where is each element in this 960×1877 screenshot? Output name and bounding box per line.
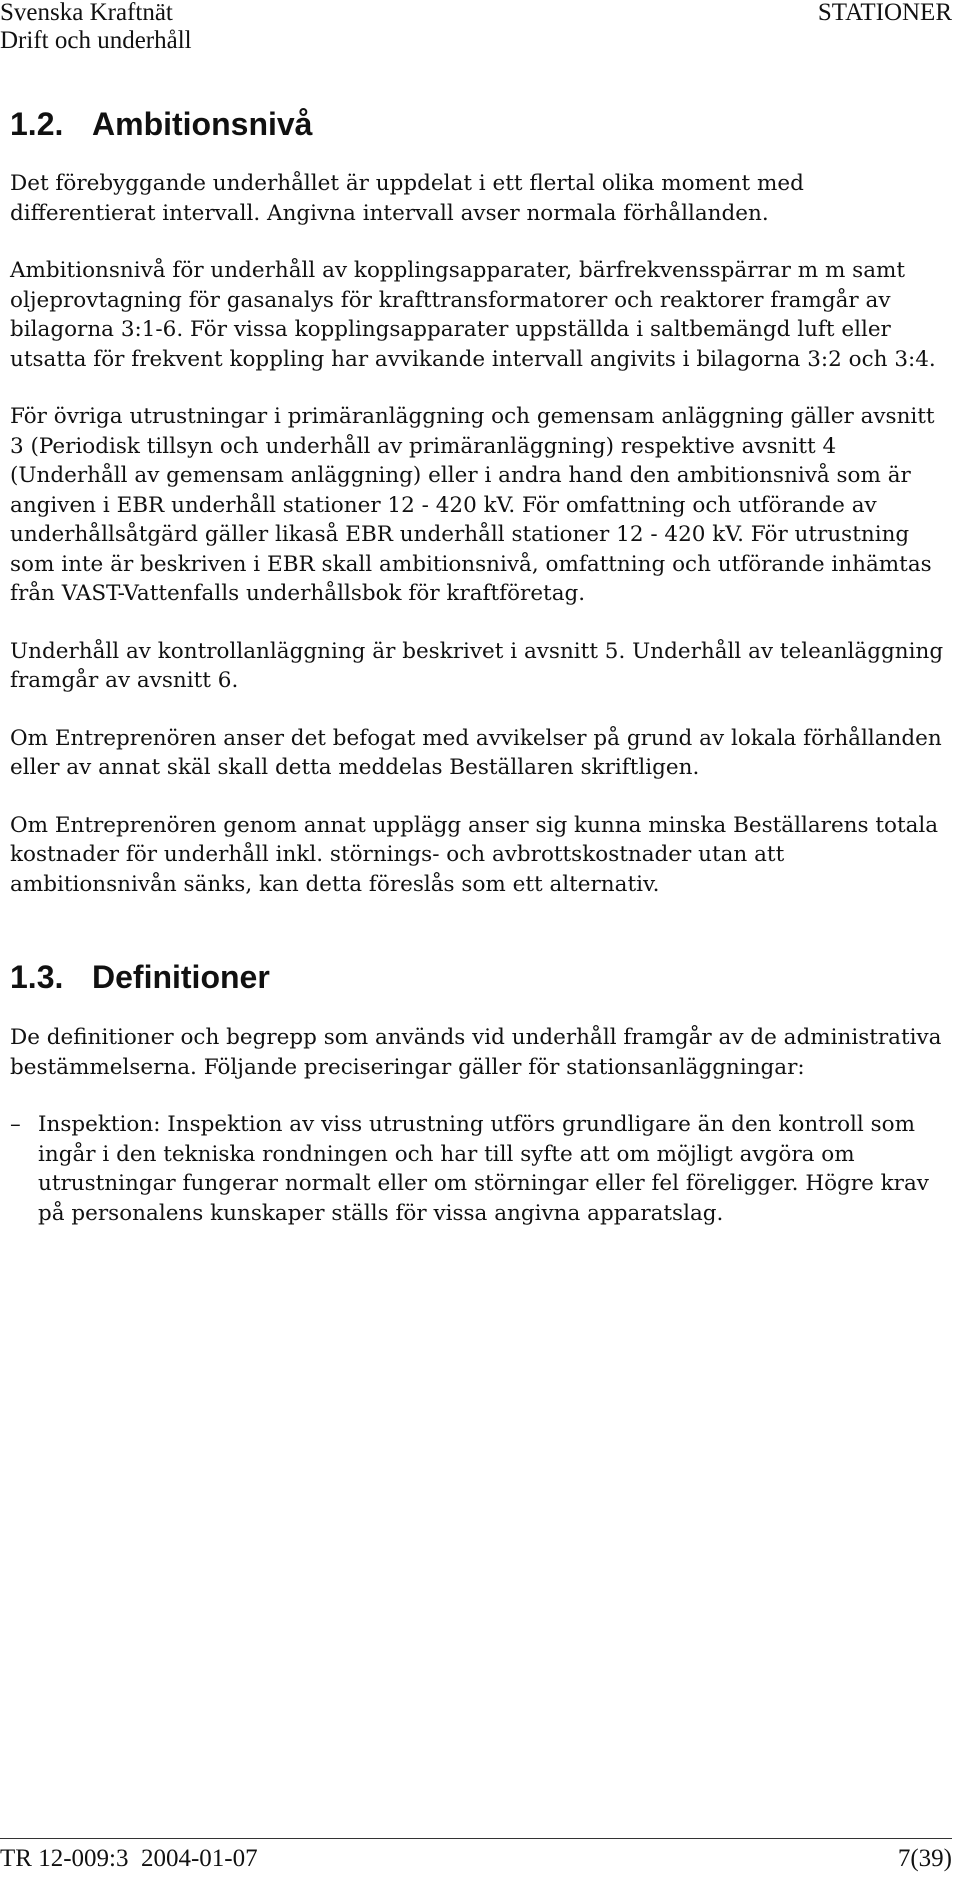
paragraph: Om Entreprenören anser det befogat med avvikelser på grund av lokala förhållanden eller av annat skäl skall detta meddelas Beställaren skriftligen.: [10, 725, 942, 780]
list-item: [10, 1110, 952, 1228]
header-document-title: STATIONER: [817, 0, 952, 26]
header-organization: Svenska Kraftnät: [0, 0, 173, 26]
footer-document-reference: [0, 1845, 258, 1873]
paragraph: För övriga utrustningar i primäranläggning och gemensam anläggning gäller avsnitt 3 (Periodisk tillsyn och underhåll av primäranläggning) respektive avsnitt 4 (Underhåll av gemensam anläggning) eller i andra hand den ambitionsnivå som är angiven i EBR underhåll stationer 12 - 420 kV. För omfattning och utförande av underhållsåtgärd gäller likaså EBR underhåll stationer 12 - 420 kV. För utrustning som inte är beskriven i EBR skall ambitionsnivå, omfattning och utförande inhämtas från VAST-Vattenfalls underhållsbok för kraftföretag.: [10, 404, 935, 606]
section-number: 1.2.: [10, 106, 64, 142]
list-item-text: Inspektion: Inspektion av viss utrustning utförs grundligare än den kontroll som ingår i den tekniska rondningen och har till syfte att om möjligt avgöra om utrustningar fungerar normalt eller om störningar eller fel föreligger. Högre krav på personalens kunskaper ställs för vissa angivna apparatslag.: [38, 1112, 929, 1226]
footer-doc-ref-text: TR 12-009:3 2004-01-07: [0, 1845, 258, 1872]
section-title: Ambitionsnivå: [92, 106, 313, 142]
paragraph: Det förebyggande underhållet är uppdelat i ett flertal olika moment med differentierat intervall. Angivna intervall avser normala förhållanden.: [10, 171, 804, 226]
paragraph: Om Entreprenören genom annat upplägg anser sig kunna minska Beställarens totala kostnader för underhåll inkl. störnings- och avbrottskostnader utan att ambitionsnivån sänks, kan detta föreslås som ett alternativ.: [10, 812, 939, 897]
paragraph: Ambitionsnivå för underhåll av kopplingsapparater, bärfrekvensspärrar m m samt oljeprovtagning för gasanalys för krafttransformatorer och reaktorer framgår av bilagorna 3:1-6. För vissa kopplingsapparater uppställda i saltbemängd luft eller utsatta för frekvent koppling har avvikande intervall angivits i bilagorna 3:2 och 3:4.: [10, 258, 936, 372]
page-header: [0, 0, 952, 60]
section-heading-definitioner: [10, 957, 952, 997]
footer-page-number: 7(39): [897, 1845, 952, 1872]
paragraph: De definitioner och begrepp som används vid underhåll framgår av de administrativa bestämmelserna. Följande preciseringar gäller för stationsanläggningar:: [10, 1025, 942, 1080]
section-number: 1.3.: [10, 959, 64, 995]
document-body: [10, 104, 952, 1228]
page-footer: [0, 1838, 952, 1877]
list-marker: –: [10, 1112, 21, 1137]
paragraph: Underhåll av kontrollanläggning är beskrivet i avsnitt 5. Underhåll av teleanläggning framgår av avsnitt 6.: [10, 638, 944, 693]
section-heading-ambitionsniva: [10, 104, 952, 144]
header-department: Drift och underhåll: [0, 27, 192, 54]
section-title: Definitioner: [92, 959, 270, 995]
